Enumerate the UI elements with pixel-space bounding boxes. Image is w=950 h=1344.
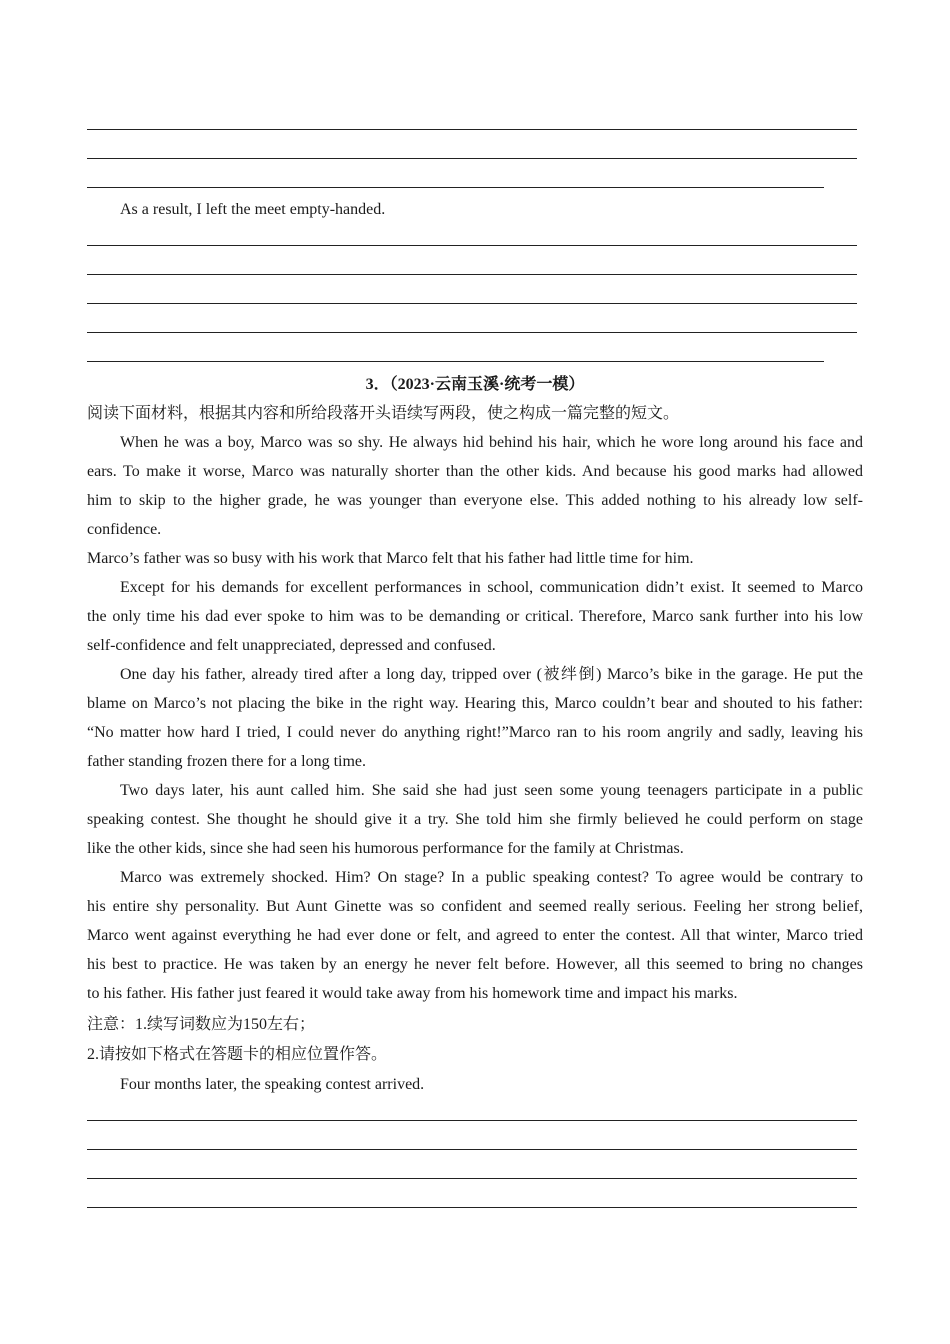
answer-line xyxy=(87,303,857,304)
passage-line: Marco was extremely shocked. Him? On stage? In a public speaking contest? To agree would be contrary to xyxy=(120,869,863,886)
passage-line: self-confidence and felt unappreciated, depressed and confused. xyxy=(87,637,496,654)
paragraph-start-prompt: As a result, I left the meet empty-handed. xyxy=(120,201,386,218)
answer-line xyxy=(87,187,824,188)
passage-line: like the other kids, since she had seen his humorous performance for the family at Christmas. xyxy=(87,840,684,857)
passage-line: blame on Marco’s not placing the bike in the right way. Hearing this, Marco couldn’t bear and shouted to his father: xyxy=(87,695,863,712)
answer-line xyxy=(87,1207,857,1208)
passage-line: Two days later, his aunt called him. She said she had just seen some young teenagers participate in a public xyxy=(120,782,863,799)
passage-line: his best to practice. He was taken by an energy he never felt before. However, all this seemed to bring no changes xyxy=(87,956,863,973)
question-heading: 3．（2023·云南玉溪·统考一模） xyxy=(365,376,585,393)
answer-line xyxy=(87,1149,857,1150)
answer-line xyxy=(87,274,857,275)
passage-line: speaking contest. She thought he should give it a try. She told him she firmly believed he could perform on stage xyxy=(87,811,863,828)
passage-line: Marco went against everything he had ever done or felt, and agreed to enter the contest. All that winter, Marco tried xyxy=(87,927,863,944)
passage-line: One day his father, already tired after a long day, tripped over (被绊倒) Marco’s bike in the garage. He put the xyxy=(120,666,863,683)
paragraph-start-prompt: Four months later, the speaking contest arrived. xyxy=(120,1076,425,1093)
passage-line: Marco’s father was so busy with his work that Marco felt that his father had little time for him. xyxy=(87,550,694,567)
answer-line xyxy=(87,245,857,246)
passage-line: him to skip to the higher grade, he was younger than everyone else. This added nothing to his already low self- xyxy=(87,492,863,509)
passage-line: “No matter how hard I tried, I could never do anything right!”Marco ran to his room angrily and sadly, leaving his xyxy=(87,724,863,741)
answer-line xyxy=(87,158,857,159)
answer-line xyxy=(87,129,857,130)
answer-line xyxy=(87,1120,857,1121)
passage-line: the only time his dad ever spoke to him was to be demanding or critical. Therefore, Marco sank further into his low xyxy=(87,608,863,625)
passage-line: Except for his demands for excellent performances in school, communication didn’t exist. It seemed to Marco xyxy=(120,579,863,596)
answer-line xyxy=(87,361,824,362)
passage-line: to his father. His father just feared it would take away from his homework time and impact his marks. xyxy=(87,985,738,1002)
note-text: 2.请按如下格式在答题卡的相应位置作答。 xyxy=(87,1046,388,1063)
answer-line xyxy=(87,332,857,333)
instruction-text: 阅读下面材料，根据其内容和所给段落开头语续写两段，使之构成一篇完整的短文。 xyxy=(87,405,680,422)
passage-line: ears. To make it worse, Marco was naturally shorter than the other kids. And because his good marks had allowed xyxy=(87,463,863,480)
note-text: 注意：1.续写词数应为150左右； xyxy=(87,1016,316,1033)
answer-line xyxy=(87,1178,857,1179)
passage-line: confidence. xyxy=(87,521,162,538)
passage-line: father standing frozen there for a long time. xyxy=(87,753,366,770)
passage-line: When he was a boy, Marco was so shy. He always hid behind his hair, which he wore long around his face and xyxy=(120,434,863,451)
passage-line: his entire shy personality. But Aunt Ginette was so confident and seemed really serious. Feeling her strong belief, xyxy=(87,898,863,915)
